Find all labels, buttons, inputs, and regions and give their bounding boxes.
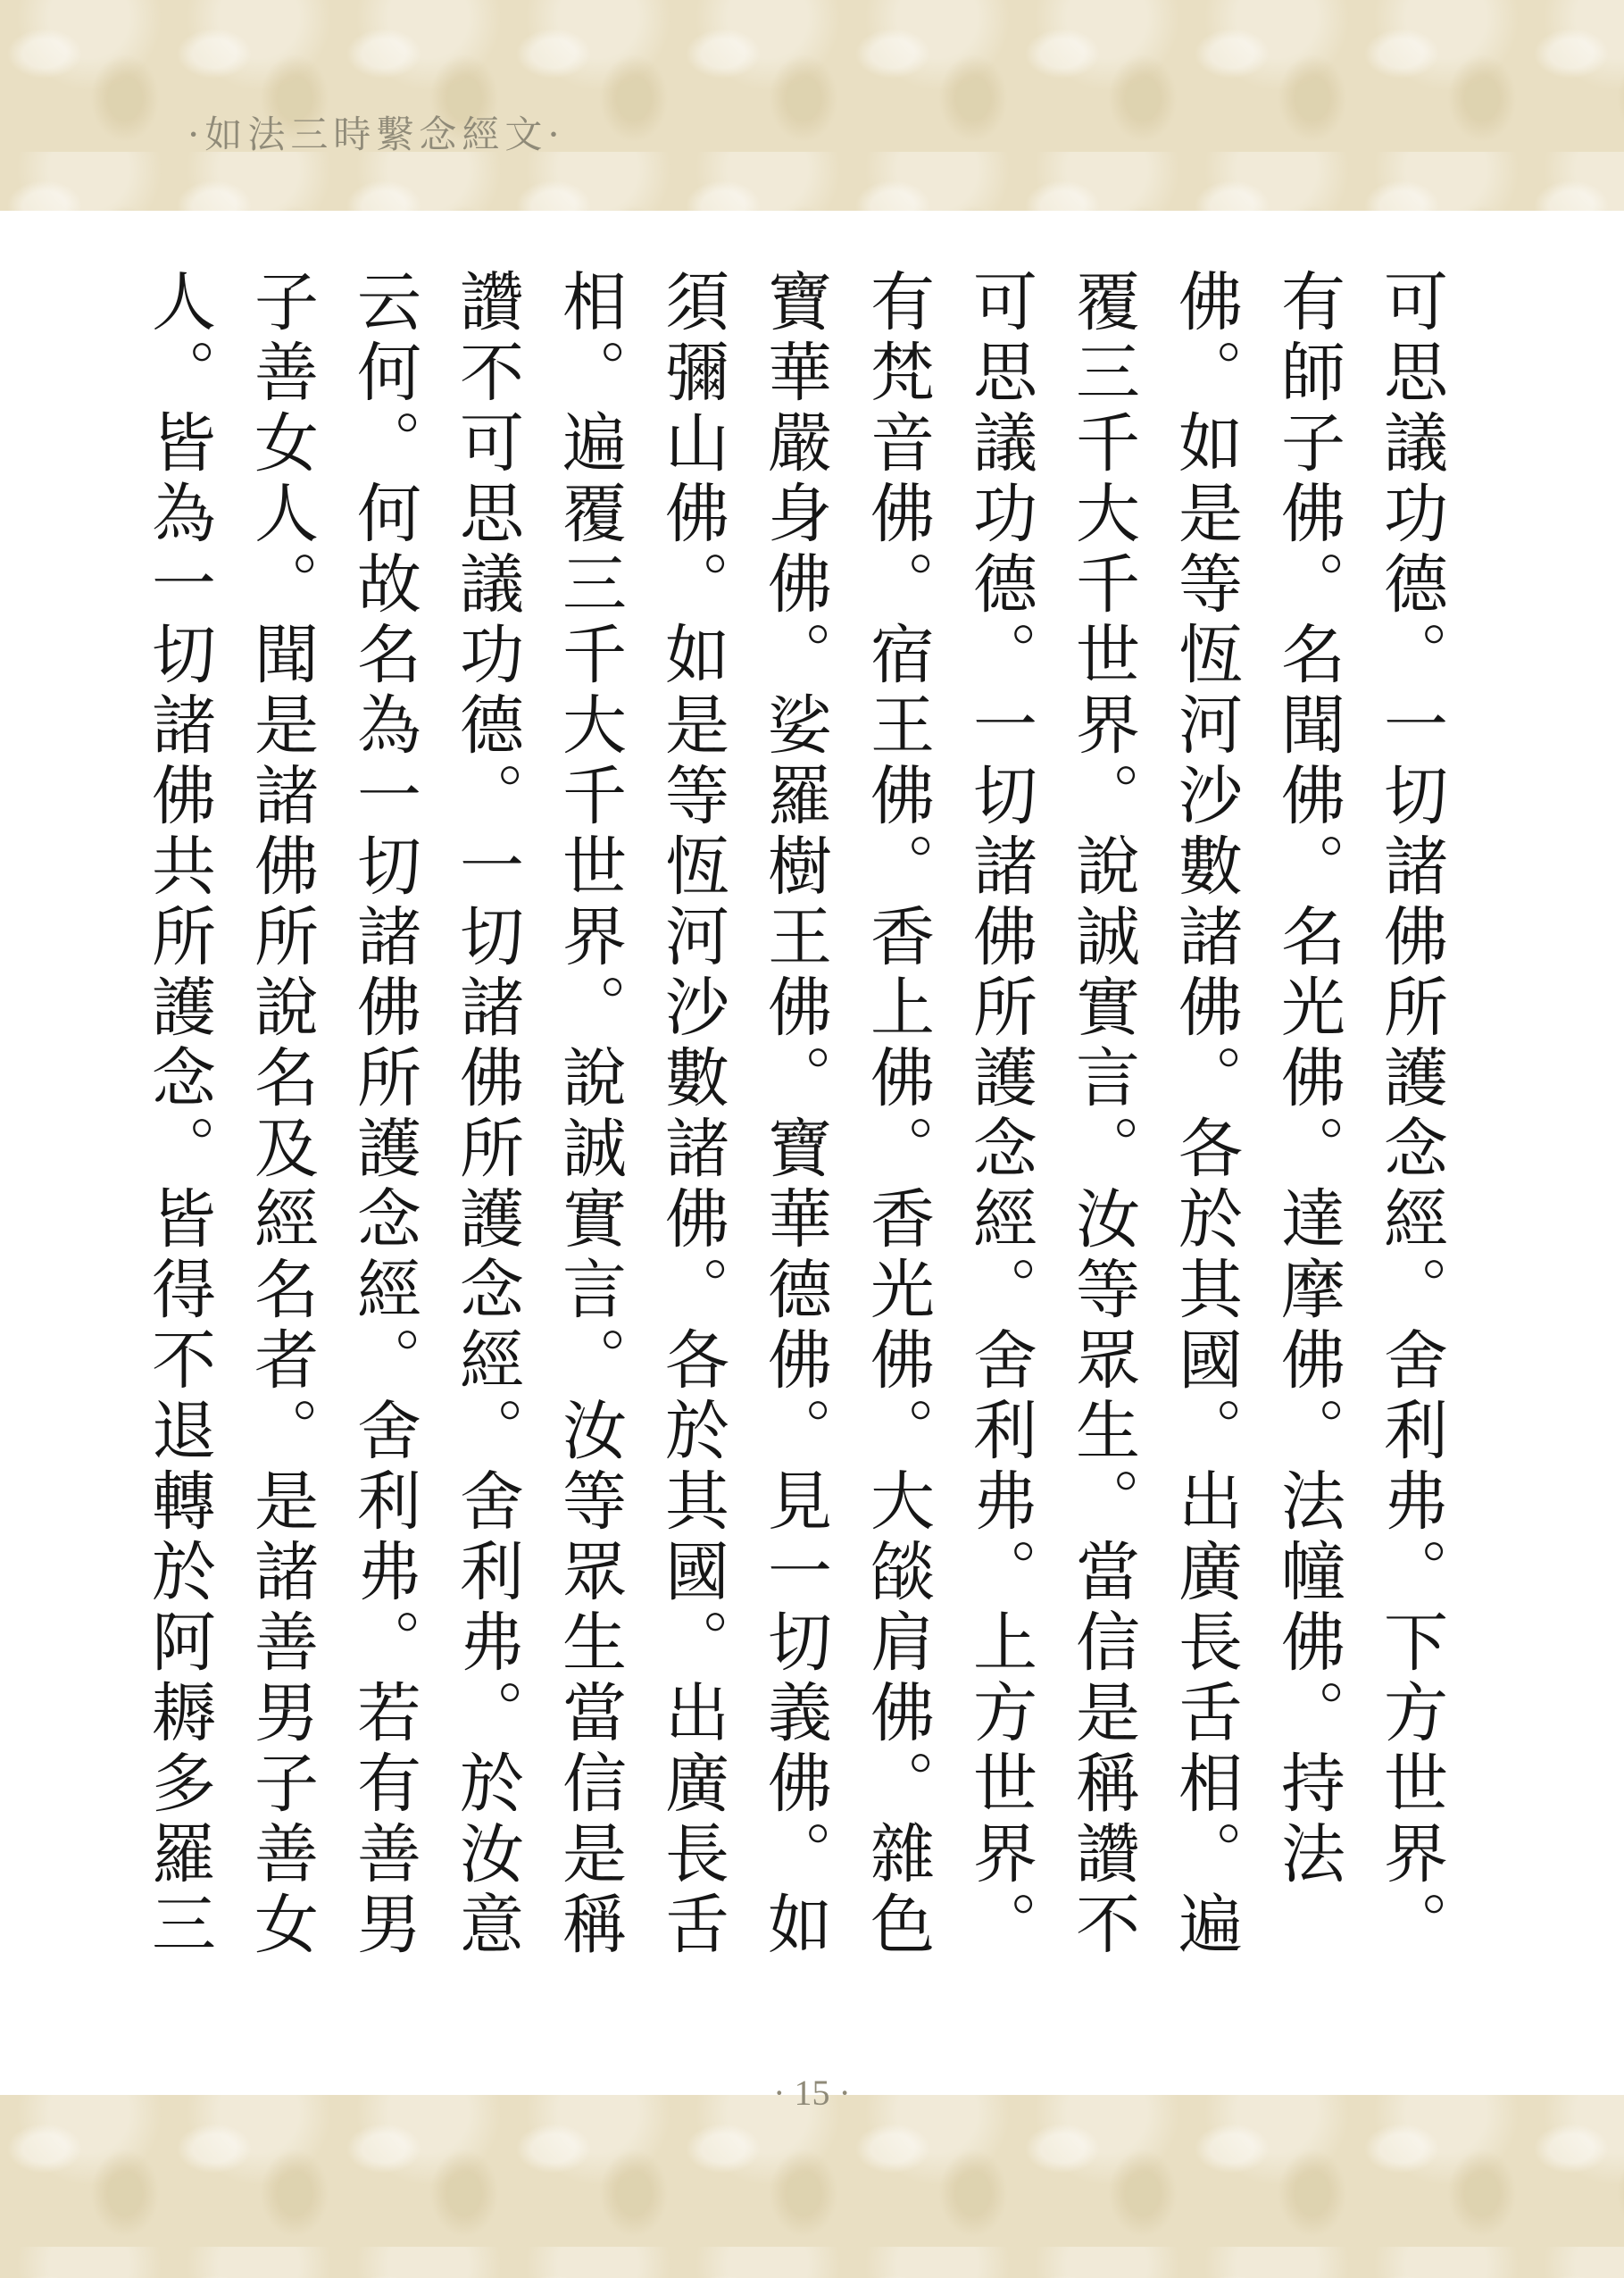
header-decorative-band <box>0 0 1624 211</box>
text-column-11: 云何。何故名為一切諸佛所護念經。舍利弗。若有善男 <box>346 268 421 1961</box>
running-header-title: ·如法三時繫念經文· <box>187 113 565 156</box>
text-column-3: 佛。如是等恆河沙數諸佛。各於其國。出廣長舌相。遍 <box>1168 268 1243 1961</box>
page-number: · 15 · <box>773 2073 851 2113</box>
text-column-9: 相。遍覆三千大千世界。說誠實言。汝等眾生當信是稱 <box>552 268 627 1961</box>
text-column-6: 有梵音佛。宿王佛。香上佛。香光佛。大燄肩佛。雜色 <box>860 268 935 1961</box>
text-column-5: 可思議功德。一切諸佛所護念經。舍利弗。上方世界。 <box>962 268 1037 1961</box>
text-column-10: 讚不可思議功德。一切諸佛所護念經。舍利弗。於汝意 <box>449 268 524 1961</box>
text-column-4: 覆三千大千世界。說誠實言。汝等眾生。當信是稱讚不 <box>1065 268 1140 1961</box>
text-column-8: 須彌山佛。如是等恆河沙數諸佛。各於其國。出廣長舌 <box>654 268 729 1961</box>
text-column-12: 子善女人。聞是諸佛所說名及經名者。是諸善男子善女 <box>244 268 319 1961</box>
text-column-13: 人。皆為一切諸佛共所護念。皆得不退轉於阿耨多羅三 <box>141 268 216 1961</box>
text-column-7: 寶華嚴身佛。娑羅樹王佛。寶華德佛。見一切義佛。如 <box>757 268 832 1961</box>
scripture-text-block <box>143 268 1446 2054</box>
text-column-1: 可思議功德。一切諸佛所護念經。舍利弗。下方世界。 <box>1373 268 1448 1961</box>
text-column-2: 有師子佛。名聞佛。名光佛。達摩佛。法幢佛。持法 <box>1270 268 1345 1890</box>
footer-decorative-band <box>0 2095 1624 2278</box>
